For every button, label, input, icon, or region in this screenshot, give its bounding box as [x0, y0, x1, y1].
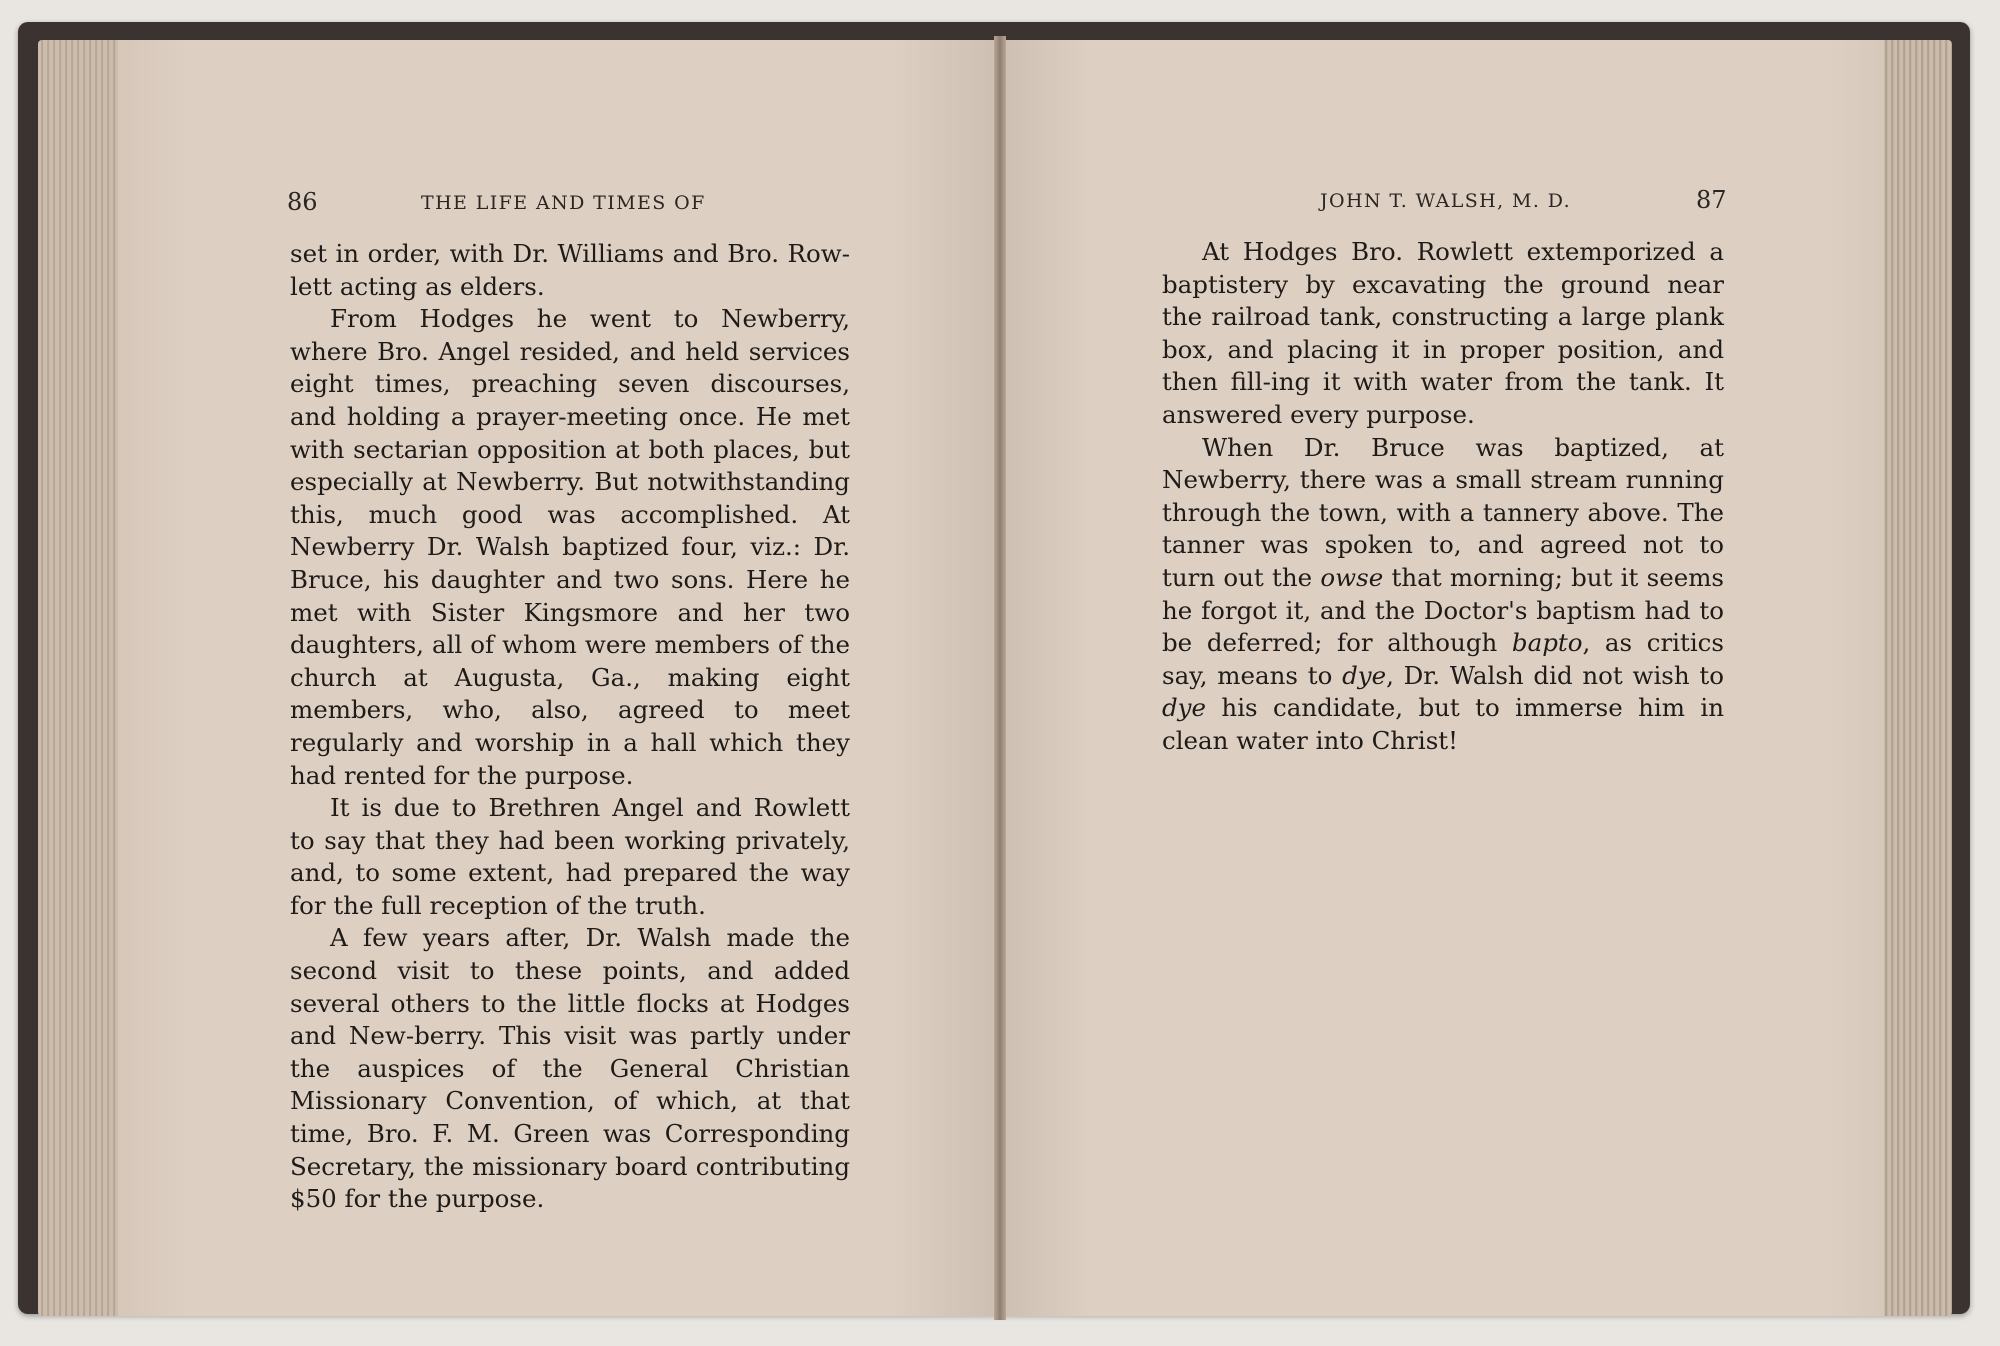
italic-word: bapto: [1511, 628, 1583, 658]
italic-word: owse: [1320, 562, 1384, 592]
page-edges-right: [1884, 40, 1952, 1316]
left-paragraph: It is due to Brethren Angel and Rowlett to say that they had been working privately, and, to some extent, had prepared the way for the full reception of the truth.: [290, 793, 850, 920]
italic-word: dye: [1342, 660, 1387, 690]
right-paragraph: At Hodges Bro. Rowlett extemporized a baptistery by excavating the ground near the railroad tank, constructing a large plank box, and placing it in proper position, and then fill-ing it with water from the tank. It answered every purpose.: [1162, 237, 1724, 429]
right-page-number: 87: [1696, 186, 1727, 214]
left-running-head: THE LIFE AND TIMES OF: [421, 192, 706, 214]
left-paragraph: From Hodges he went to Newberry, where Bro. Angel resided, and held services eight times, preaching seven discourses, and holding a prayer-meeting once. He met with sectarian opposition at both places, but especially at Newberry. But notwithstanding this, much good was accomplished. At Newberry Dr. Walsh baptized four, viz.: Dr. Bruce, his daughter and two sons. Here he met with Sister Kingsmore and her two daughters, all of whom were members of the church at Augusta, Ga., making eight members, who, also, agreed to meet regularly and worship in a hall which they had rented for the purpose.: [290, 304, 850, 790]
right-paragraph: When Dr. Bruce was baptized, at Newberry, there was a small stream running through the town, with a tannery above. The tanner was spoken to, and agreed not to turn out the owse that morning; but it seems he forgot it, and the Doctor's baptism had to be deferred; for although bapto, as critics say, means to dye, Dr. Walsh did not wish to dye his candidate, but to immerse him in clean water into Christ!: [1162, 432, 1725, 755]
left-paragraph: A few years after, Dr. Walsh made the second visit to these points, and added several others to the little flocks at Hodges and New-berry. This visit was partly under the auspices of the General Christian Missionary Convention, of which, at that time, Bro. F. M. Green was Corresponding Secretary, the missionary board contributing $50 for the purpose.: [290, 923, 850, 1214]
left-page-number: 86: [287, 188, 318, 216]
left-page-text: [290, 238, 850, 1216]
right-running-head: JOHN T. WALSH, M. D.: [1320, 190, 1572, 212]
left-paragraph: set in order, with Dr. Williams and Bro. Row-lett acting as elders.: [290, 239, 850, 301]
book-gutter: [994, 36, 1006, 1320]
italic-word: dye: [1162, 693, 1207, 723]
right-page-text: [1162, 236, 1724, 758]
